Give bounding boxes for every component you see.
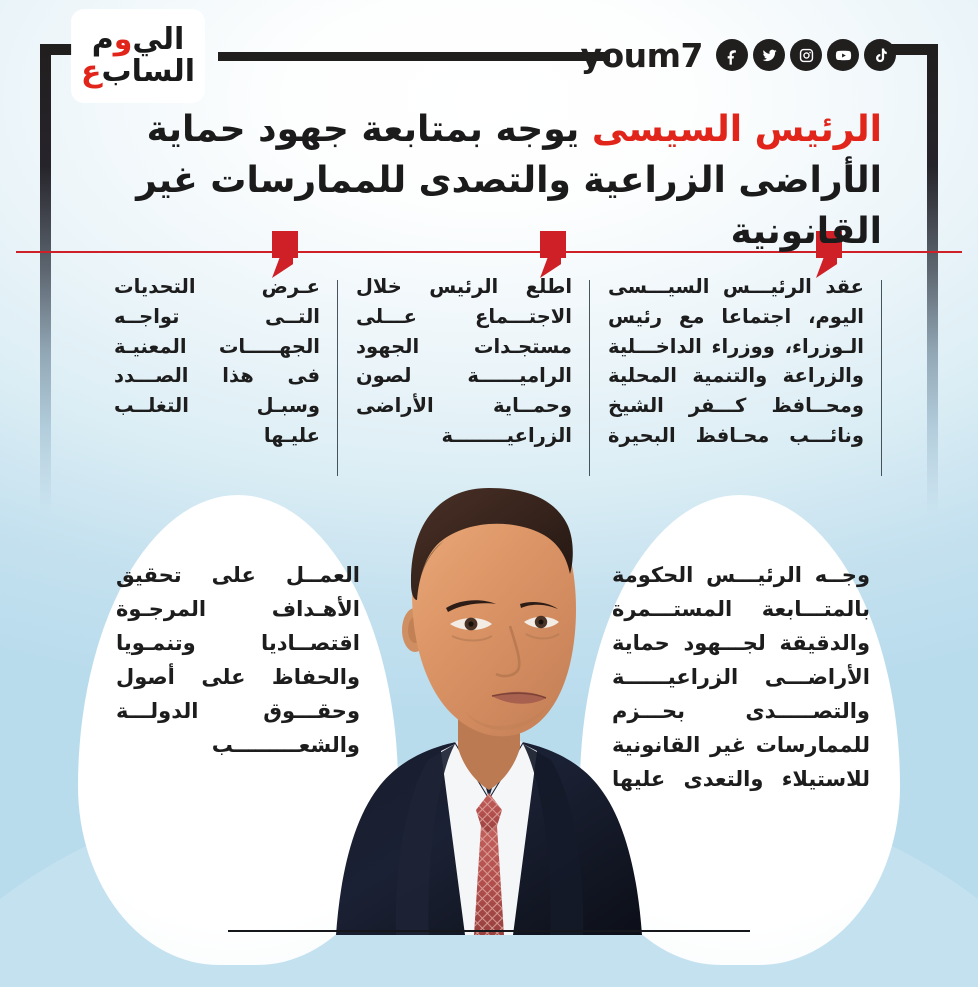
facebook-icon[interactable] bbox=[716, 39, 748, 71]
column-divider-1 bbox=[881, 280, 883, 476]
youm7-logo[interactable] bbox=[72, 10, 204, 102]
summary-column-meeting-text: عقد الرئيـــس السيـــسى اليوم، اجتماعا مع رئيس الـوزراء، ووزراء الداخـــلية والزراعة والتنمية المحلية ومحــافظ كـــفر الشيخ ونائـــب محـافظ البحيرة bbox=[608, 275, 864, 448]
logo-text-accent-a: و bbox=[113, 22, 133, 57]
logo-line-two bbox=[81, 54, 195, 89]
social-handle[interactable]: youm7 bbox=[580, 35, 703, 75]
header-divider-rule bbox=[218, 52, 610, 61]
headline-accent: الرئيس السيسى bbox=[591, 109, 882, 150]
logo-text-accent-b: ع bbox=[81, 54, 102, 89]
tiktok-icon[interactable] bbox=[864, 39, 896, 71]
frame-corner-right-vertical bbox=[927, 44, 938, 514]
callout-goals bbox=[116, 558, 360, 762]
callout-directive bbox=[612, 558, 870, 796]
summary-column-challenges-text: عـرض التحديات التــى تواجــه الجهـــــات المعنيـة فى هذا الصـــدد وسبـل التغلــب عليـها bbox=[114, 275, 320, 448]
summary-column-challenges bbox=[96, 272, 338, 484]
youtube-icon[interactable] bbox=[827, 39, 859, 71]
social-bar bbox=[580, 32, 896, 78]
column-divider-2 bbox=[589, 280, 591, 476]
logo-text-part-c: الساب bbox=[101, 54, 195, 89]
summary-column-briefing-text: اطلع الرئيس خلال الاجتـــماع عـــلى مستجـدات الجهود الراميــــــة لصون وحمــاية الأراضى الزراعيــــــــة bbox=[356, 275, 572, 448]
frame-corner-left-vertical bbox=[40, 44, 51, 514]
page-title bbox=[82, 104, 882, 257]
instagram-icon[interactable] bbox=[790, 39, 822, 71]
logo-text-part-a: الي bbox=[132, 22, 185, 57]
portrait-baseline bbox=[228, 930, 750, 932]
logo-text-part-b: م bbox=[91, 22, 114, 57]
column-divider-3 bbox=[337, 280, 339, 476]
logo-line-one bbox=[91, 22, 185, 57]
headline-rest: يوجه بمتابعة جهود حماية الأراضى الزراعية والتصدى للممارسات غير القانونية bbox=[136, 109, 882, 253]
callout-goals-text: العمــل على تحقيق الأهـداف المرجـوة اقتصــاديا وتنمـويا والحفاظ على أصول وحقـــوق الدولـــة والشعـــــــــب bbox=[116, 563, 360, 758]
callout-directive-text: وجــه الرئيـــس الحكومة بالمتـــابعة المستـــمرة والدقيقة لجـــهود حماية الأراضـــى الزراعيــــــة والتصـــــدى بحـــزم للممارسات غير القانونية للاستيلاء والتعدى عليها bbox=[612, 563, 870, 792]
twitter-icon[interactable] bbox=[753, 39, 785, 71]
president-portrait bbox=[324, 448, 654, 943]
